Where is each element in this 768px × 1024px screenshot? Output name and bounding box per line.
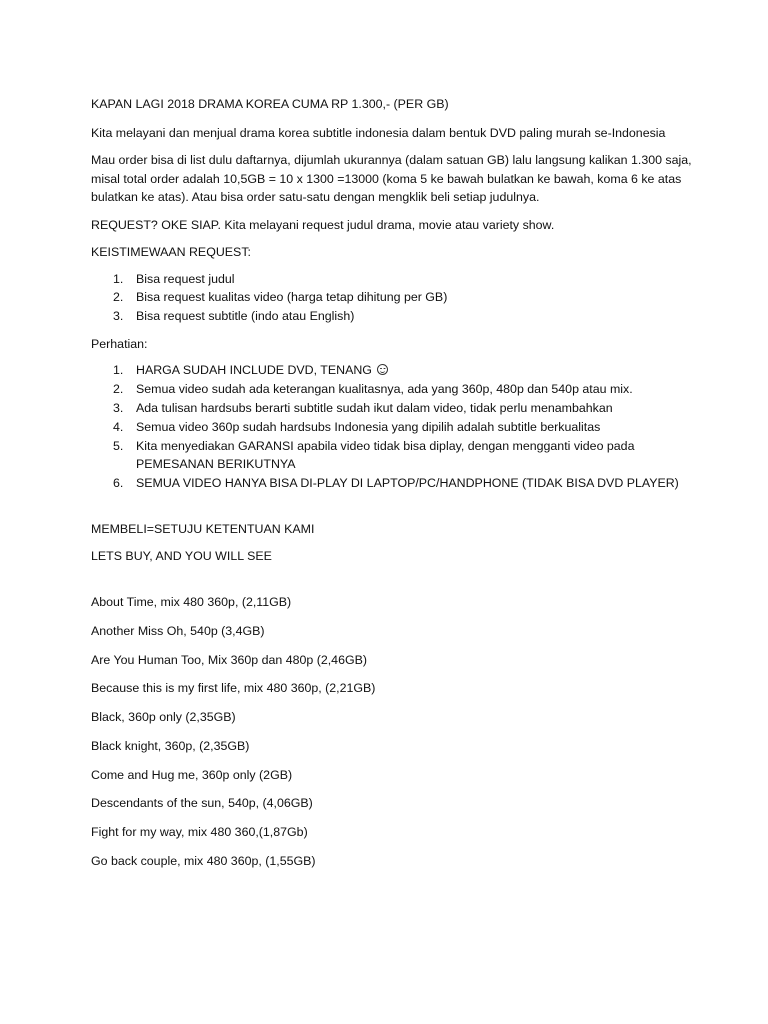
membeli-line: MEMBELI=SETUJU KETENTUAN KAMI [91, 521, 315, 536]
order-info-paragraph: Mau order bisa di list dulu daftarnya, dijumlah ukurannya (dalam satuan GB) lalu langsung kalikan 1.300 saja, misal total order adalah 10,5GB = 10 x 1300 =13000 (koma 5 ke bawah bulatkan ke bawah, koma 6 ke atas bulatkan ke atas). Atau bisa order satu-satu dengan mengklik beli setiap judulnya. [91, 153, 692, 204]
list-item [91, 270, 708, 289]
drama-list [91, 593, 708, 871]
document-title: KAPAN LAGI 2018 DRAMA KOREA CUMA RP 1.300,- (PER GB) [91, 97, 449, 111]
lets-buy-line: LETS BUY, AND YOU WILL SEE [91, 549, 272, 564]
list-number: 4. [113, 419, 124, 434]
list-item [91, 418, 708, 437]
spacer [91, 502, 708, 520]
list-item-text: Semua video sudah ada keterangan kualitasnya, ada yang 360p, 480p dan 540p atau mix. [136, 382, 633, 397]
list-item-text: HARGA SUDAH INCLUDE DVD, TENANG [136, 363, 372, 378]
list-number: 3. [113, 400, 124, 415]
drama-item: Descendants of the sun, 540p, (4,06GB) [91, 796, 313, 811]
perhatian-list [91, 361, 708, 493]
list-number: 2. [113, 382, 124, 397]
list-item [91, 399, 708, 418]
list-item-text: Ada tulisan hardsubs berarti subtitle sudah ikut dalam video, tidak perlu menambahkan [136, 400, 613, 415]
list-item [91, 437, 708, 475]
keistimewaan-list [91, 270, 708, 326]
drama-item: Another Miss Oh, 540p (3,4GB) [91, 623, 265, 638]
perhatian-heading: Perhatian: [91, 336, 148, 351]
list-item-text: Bisa request judul [136, 271, 235, 286]
list-item-text: Kita menyediakan GARANSI apabila video tidak bisa diplay, dengan mengganti video pada PEMESANAN BERIKUTNYA [136, 438, 635, 472]
list-number: 1. [113, 363, 124, 378]
list-item-text: Bisa request subtitle (indo atau English) [136, 309, 355, 324]
list-item [91, 474, 708, 493]
list-number: 2. [113, 290, 124, 305]
drama-item: About Time, mix 480 360p, (2,11GB) [91, 594, 292, 609]
request-line: REQUEST? OKE SIAP. Kita melayani request judul drama, movie atau variety show. [91, 217, 555, 232]
list-item-text: SEMUA VIDEO HANYA BISA DI-PLAY DI LAPTOP/PC/HANDPHONE (TIDAK BISA DVD PLAYER) [136, 476, 679, 491]
list-item-text: Semua video 360p sudah hardsubs Indonesia yang dipilih adalah subtitle berkualitas [136, 419, 601, 434]
intro-paragraph: Kita melayani dan menjual drama korea subtitle indonesia dalam bentuk DVD paling murah se-Indonesia [91, 125, 666, 140]
list-number: 5. [113, 438, 124, 453]
list-item [91, 307, 708, 326]
list-item [91, 288, 708, 307]
drama-item: Black, 360p only (2,35GB) [91, 710, 236, 725]
drama-item: Are You Human Too, Mix 360p dan 480p (2,46GB) [91, 652, 367, 667]
drama-item: Come and Hug me, 360p only (2GB) [91, 767, 293, 782]
drama-item: Black knight, 360p, (2,35GB) [91, 738, 250, 753]
list-number: 6. [113, 476, 124, 491]
spacer [91, 575, 708, 593]
list-item-text: Bisa request kualitas video (harga tetap dihitung per GB) [136, 290, 448, 305]
drama-item: Go back couple, mix 480 360p, (1,55GB) [91, 854, 316, 868]
drama-item: Because this is my first life, mix 480 360p, (2,21GB) [91, 681, 376, 696]
list-number: 1. [113, 271, 124, 286]
list-item [91, 380, 708, 399]
list-item [91, 361, 708, 380]
keistimewaan-heading: KEISTIMEWAAN REQUEST: [91, 245, 251, 259]
list-number: 3. [113, 309, 124, 324]
smiley-icon [377, 364, 388, 375]
drama-item: Fight for my way, mix 480 360,(1,87Gb) [91, 825, 308, 840]
